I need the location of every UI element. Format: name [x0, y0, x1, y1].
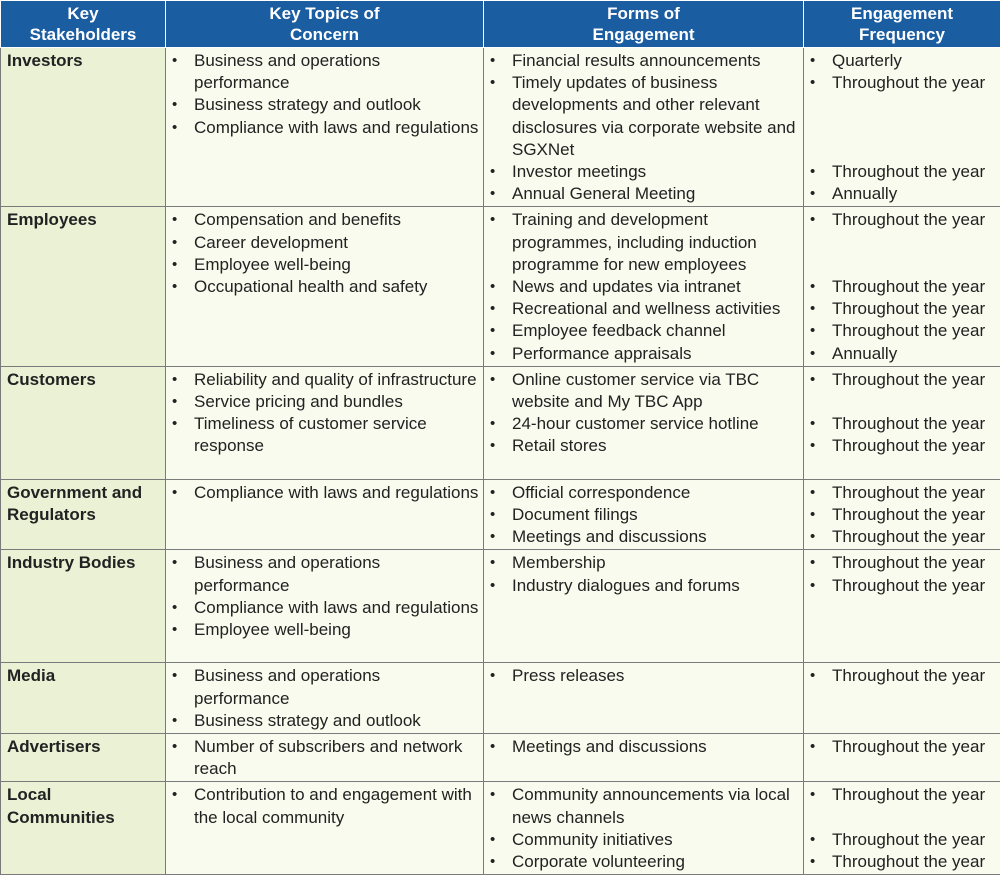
bullet-icon: • — [810, 482, 815, 504]
frequency-cell — [804, 48, 1000, 207]
list-item-text: Business and operations performance — [194, 51, 380, 92]
list-item-text: Business and operations performance — [194, 666, 380, 707]
bullet-icon: • — [490, 552, 495, 574]
list-item — [488, 161, 799, 183]
frequency-cell — [804, 550, 1000, 663]
topics-list — [170, 209, 479, 298]
list-item-text: Retail stores — [512, 436, 606, 455]
frequency-list — [808, 784, 996, 873]
list-item — [170, 619, 479, 641]
list-item-text: Membership — [512, 553, 606, 572]
table-row — [1, 366, 1000, 479]
list-item-text: Timely updates of business developments and other relevant disclosures via corporate website and SGXNet — [512, 73, 795, 159]
list-item-text: Industry dialogues and forums — [512, 576, 740, 595]
bullet-icon: • — [172, 710, 177, 732]
list-item-text: Throughout the year — [832, 666, 985, 685]
list-item-text: Recreational and wellness activities — [512, 299, 780, 318]
bullet-icon: • — [490, 343, 495, 365]
list-item — [488, 665, 799, 687]
bullet-icon: • — [172, 413, 177, 435]
forms-cell — [484, 550, 804, 663]
list-item — [170, 50, 479, 94]
list-item-text: Throughout the year — [832, 370, 985, 389]
bullet-icon: • — [172, 619, 177, 641]
topics-cell — [166, 782, 484, 875]
frequency-cell — [804, 663, 1000, 734]
stakeholder-name: Advertisers — [7, 737, 101, 756]
list-item-text: Throughout the year — [832, 483, 985, 502]
bullet-icon: • — [490, 50, 495, 72]
list-item-text: Employee well-being — [194, 255, 351, 274]
list-item — [170, 94, 479, 116]
list-item-text: Performance appraisals — [512, 344, 692, 363]
bullet-icon: • — [490, 504, 495, 526]
list-item — [808, 276, 996, 298]
list-item — [488, 851, 799, 873]
bullet-icon: • — [490, 482, 495, 504]
list-item — [808, 50, 996, 72]
forms-cell — [484, 207, 804, 366]
topics-list — [170, 736, 479, 780]
bullet-icon: • — [172, 94, 177, 116]
list-item-text: Throughout the year — [832, 785, 985, 804]
list-item-text: News and updates via intranet — [512, 277, 741, 296]
stakeholder-name: Employees — [7, 210, 97, 229]
bullet-icon: • — [810, 504, 815, 526]
list-item — [808, 504, 996, 526]
list-item — [170, 117, 479, 139]
bullet-icon: • — [490, 369, 495, 391]
topics-cell — [166, 48, 484, 207]
stakeholder-name: Industry Bodies — [7, 553, 135, 572]
frequency-cell — [804, 734, 1000, 782]
table-row — [1, 48, 1000, 207]
forms-list — [488, 736, 799, 758]
list-item — [170, 391, 479, 413]
bullet-icon: • — [172, 50, 177, 72]
bullet-icon: • — [172, 482, 177, 504]
list-item-text: Business strategy and outlook — [194, 711, 421, 730]
list-item-text: Financial results announcements — [512, 51, 761, 70]
bullet-icon: • — [490, 736, 495, 758]
list-item-text: Community announcements via local news channels — [512, 785, 790, 826]
frequency-cell — [804, 479, 1000, 550]
list-item-text: Contribution to and engagement with the local community — [194, 785, 472, 826]
list-item-text: Throughout the year — [832, 576, 985, 595]
forms-cell — [484, 663, 804, 734]
list-item — [170, 597, 479, 619]
list-item-text: Training and development programmes, including induction programme for new employees — [512, 210, 757, 273]
list-item — [488, 784, 799, 828]
list-item — [488, 482, 799, 504]
list-item-text: Employee well-being — [194, 620, 351, 639]
stakeholder-name: Investors — [7, 51, 83, 70]
bullet-icon: • — [810, 435, 815, 457]
stakeholder-cell — [1, 366, 166, 479]
topics-list — [170, 50, 479, 139]
list-item — [170, 482, 479, 504]
list-item — [488, 575, 799, 597]
list-item-text: Community initiatives — [512, 830, 673, 849]
bullet-icon: • — [810, 829, 815, 851]
bullet-icon: • — [490, 72, 495, 94]
bullet-icon: • — [490, 413, 495, 435]
bullet-icon: • — [810, 575, 815, 597]
stakeholder-name: Customers — [7, 370, 96, 389]
list-item-text: Meetings and discussions — [512, 527, 707, 546]
list-item — [808, 851, 996, 873]
list-item-text: Business and operations performance — [194, 553, 380, 594]
list-item — [808, 298, 996, 320]
list-item-text: Throughout the year — [832, 414, 985, 433]
list-item — [808, 736, 996, 758]
topics-list — [170, 482, 479, 504]
bullet-icon: • — [810, 50, 815, 72]
list-item — [488, 298, 799, 320]
bullet-icon: • — [490, 851, 495, 873]
topics-cell — [166, 207, 484, 366]
bullet-icon: • — [810, 526, 815, 548]
list-item — [488, 276, 799, 298]
table-row — [1, 479, 1000, 550]
bullet-icon: • — [172, 117, 177, 139]
list-item — [170, 413, 479, 457]
list-item — [488, 209, 799, 276]
bullet-icon: • — [172, 232, 177, 254]
topics-cell — [166, 550, 484, 663]
list-item-text: Reliability and quality of infrastructure — [194, 370, 477, 389]
frequency-list — [808, 50, 996, 205]
table-row — [1, 734, 1000, 782]
frequency-list — [808, 369, 996, 458]
list-item-text: Business strategy and outlook — [194, 95, 421, 114]
list-item-text: Document filings — [512, 505, 638, 524]
header-topics: Key Topics of Concern — [166, 1, 484, 48]
list-item — [808, 369, 996, 391]
bullet-icon: • — [810, 413, 815, 435]
stakeholder-cell — [1, 479, 166, 550]
bullet-icon: • — [810, 369, 815, 391]
forms-list — [488, 209, 799, 364]
list-item — [808, 183, 996, 205]
list-item-text: Throughout the year — [832, 299, 985, 318]
bullet-icon: • — [810, 851, 815, 873]
list-item — [808, 161, 996, 183]
stakeholder-name: Media — [7, 666, 55, 685]
frequency-cell — [804, 207, 1000, 366]
stakeholder-cell — [1, 782, 166, 875]
stakeholder-cell — [1, 663, 166, 734]
list-item — [488, 320, 799, 342]
bullet-icon: • — [490, 575, 495, 597]
list-item — [488, 552, 799, 574]
list-item-text: Throughout the year — [832, 210, 985, 229]
list-item-text: Annual General Meeting — [512, 184, 695, 203]
forms-cell — [484, 782, 804, 875]
list-item-text: Throughout the year — [832, 277, 985, 296]
header-row — [1, 1, 1000, 48]
list-item — [488, 183, 799, 205]
list-item-text: Service pricing and bundles — [194, 392, 403, 411]
bullet-icon: • — [810, 665, 815, 687]
list-item-text: Investor meetings — [512, 162, 646, 181]
list-item-text: Official correspondence — [512, 483, 690, 502]
list-item — [808, 209, 996, 231]
list-item — [808, 784, 996, 806]
list-item-text: Compliance with laws and regulations — [194, 118, 478, 137]
forms-list — [488, 784, 799, 873]
list-item-text: Compliance with laws and regulations — [194, 598, 478, 617]
list-item — [808, 72, 996, 94]
bullet-icon: • — [490, 829, 495, 851]
list-item — [488, 72, 799, 161]
bullet-icon: • — [172, 736, 177, 758]
table-row — [1, 207, 1000, 366]
list-item — [170, 784, 479, 828]
frequency-cell — [804, 366, 1000, 479]
list-item-text: Throughout the year — [832, 527, 985, 546]
topics-cell — [166, 479, 484, 550]
list-item-text: Throughout the year — [832, 553, 985, 572]
list-item-text: Employee feedback channel — [512, 321, 726, 340]
forms-list — [488, 50, 799, 205]
list-item — [170, 710, 479, 732]
header-forms: Forms of Engagement — [484, 1, 804, 48]
list-item — [170, 276, 479, 298]
bullet-icon: • — [490, 298, 495, 320]
list-item-text: Timeliness of customer service response — [194, 414, 427, 455]
bullet-icon: • — [810, 183, 815, 205]
forms-cell — [484, 48, 804, 207]
list-item — [170, 209, 479, 231]
bullet-icon: • — [172, 209, 177, 231]
bullet-icon: • — [490, 435, 495, 457]
list-item — [488, 435, 799, 457]
list-item — [488, 504, 799, 526]
list-item-text: Quarterly — [832, 51, 902, 70]
bullet-icon: • — [810, 784, 815, 806]
bullet-icon: • — [172, 369, 177, 391]
frequency-list — [808, 209, 996, 364]
topics-list — [170, 552, 479, 641]
bullet-icon: • — [172, 276, 177, 298]
bullet-icon: • — [172, 597, 177, 619]
bullet-icon: • — [490, 276, 495, 298]
forms-cell — [484, 734, 804, 782]
bullet-icon: • — [810, 552, 815, 574]
bullet-icon: • — [490, 784, 495, 806]
list-item-text: Throughout the year — [832, 737, 985, 756]
list-item — [808, 526, 996, 548]
forms-list — [488, 552, 799, 596]
list-item — [808, 575, 996, 597]
stakeholder-name: Government and Regulators — [7, 483, 142, 524]
stakeholder-cell — [1, 48, 166, 207]
table-row — [1, 663, 1000, 734]
list-item-text: Throughout the year — [832, 73, 985, 92]
list-item-text: Throughout the year — [832, 852, 985, 871]
topics-list — [170, 665, 479, 732]
list-item — [488, 50, 799, 72]
list-item-text: Press releases — [512, 666, 624, 685]
list-item — [808, 829, 996, 851]
frequency-list — [808, 482, 996, 549]
list-item-text: Corporate volunteering — [512, 852, 685, 871]
topics-cell — [166, 663, 484, 734]
list-item — [488, 526, 799, 548]
bullet-icon: • — [490, 320, 495, 342]
list-item-text: Throughout the year — [832, 505, 985, 524]
forms-cell — [484, 366, 804, 479]
list-item-text: Throughout the year — [832, 321, 985, 340]
list-item-text: 24-hour customer service hotline — [512, 414, 759, 433]
header-stakeholders: Key Stakeholders — [1, 1, 166, 48]
bullet-icon: • — [490, 161, 495, 183]
bullet-icon: • — [172, 552, 177, 574]
list-item — [488, 413, 799, 435]
bullet-icon: • — [810, 343, 815, 365]
topics-list — [170, 784, 479, 828]
bullet-icon: • — [810, 161, 815, 183]
list-item-text: Compensation and benefits — [194, 210, 401, 229]
list-item-text: Occupational health and safety — [194, 277, 427, 296]
list-item — [170, 369, 479, 391]
stakeholder-cell — [1, 734, 166, 782]
list-item — [808, 413, 996, 435]
bullet-icon: • — [810, 209, 815, 231]
forms-list — [488, 482, 799, 549]
list-item — [170, 552, 479, 596]
list-item-text: Number of subscribers and network reach — [194, 737, 462, 778]
stakeholder-cell — [1, 550, 166, 663]
bullet-icon: • — [172, 391, 177, 413]
topics-list — [170, 369, 479, 458]
list-item-text: Throughout the year — [832, 436, 985, 455]
frequency-cell — [804, 782, 1000, 875]
stakeholder-cell — [1, 207, 166, 366]
bullet-icon: • — [172, 784, 177, 806]
bullet-icon: • — [810, 298, 815, 320]
forms-list — [488, 369, 799, 458]
bullet-icon: • — [810, 276, 815, 298]
topics-cell — [166, 734, 484, 782]
list-item — [808, 343, 996, 365]
frequency-list — [808, 552, 996, 596]
list-item — [488, 829, 799, 851]
topics-cell — [166, 366, 484, 479]
bullet-icon: • — [490, 665, 495, 687]
forms-list — [488, 665, 799, 687]
header-frequency: Engagement Frequency — [804, 1, 1000, 48]
list-item-text: Career development — [194, 233, 348, 252]
frequency-list — [808, 736, 996, 758]
list-item-text: Annually — [832, 344, 897, 363]
list-item — [808, 320, 996, 342]
bullet-icon: • — [810, 736, 815, 758]
bullet-icon: • — [810, 72, 815, 94]
bullet-icon: • — [490, 209, 495, 231]
list-item-text: Online customer service via TBC website and My TBC App — [512, 370, 759, 411]
list-item-text: Annually — [832, 184, 897, 203]
bullet-icon: • — [490, 183, 495, 205]
bullet-icon: • — [810, 320, 815, 342]
forms-cell — [484, 479, 804, 550]
list-item — [170, 232, 479, 254]
bullet-icon: • — [172, 665, 177, 687]
list-item — [808, 665, 996, 687]
list-item-text: Throughout the year — [832, 162, 985, 181]
table-row — [1, 782, 1000, 875]
list-item — [808, 552, 996, 574]
bullet-icon: • — [490, 526, 495, 548]
list-item — [170, 736, 479, 780]
list-item-text: Meetings and discussions — [512, 737, 707, 756]
list-item — [170, 665, 479, 709]
list-item — [488, 369, 799, 413]
list-item — [488, 343, 799, 365]
list-item — [170, 254, 479, 276]
bullet-icon: • — [172, 254, 177, 276]
list-item — [808, 482, 996, 504]
stakeholder-name: Local Communities — [7, 785, 115, 826]
list-item — [808, 435, 996, 457]
list-item — [488, 736, 799, 758]
frequency-list — [808, 665, 996, 687]
list-item-text: Throughout the year — [832, 830, 985, 849]
table-row — [1, 550, 1000, 663]
list-item-text: Compliance with laws and regulations — [194, 483, 478, 502]
